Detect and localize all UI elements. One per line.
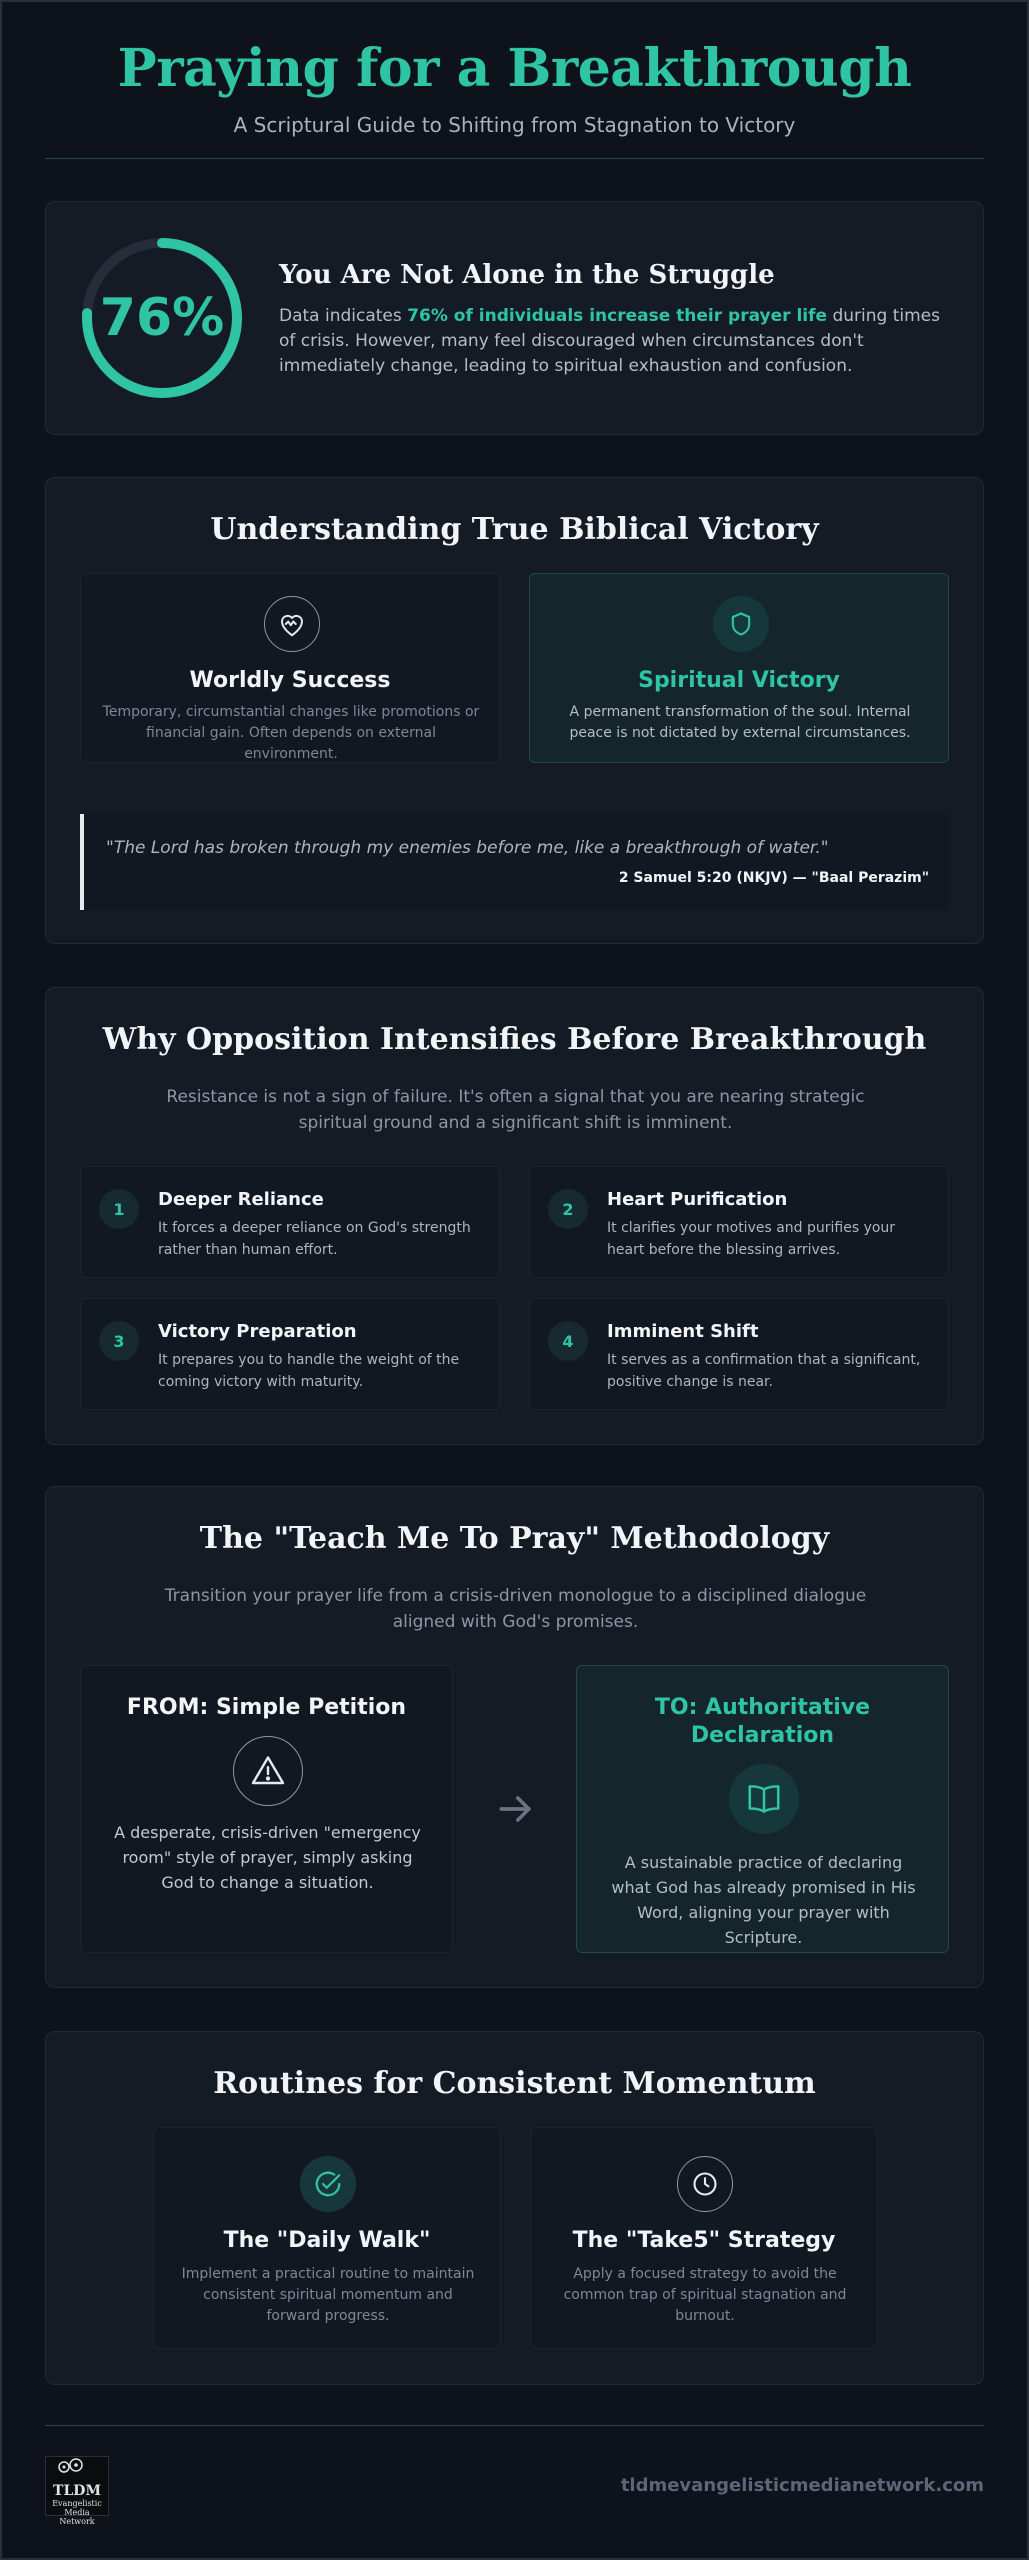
reason-card xyxy=(529,1298,949,1410)
to-text: A sustainable practice of declaring what God has already promised in His Word, aligning your prayer with Scripture. xyxy=(611,1853,916,1947)
victory-section xyxy=(45,477,984,944)
page-header xyxy=(0,38,1029,137)
from-text: A desperate, crisis-driven "emergency room" style of prayer, simply asking God to change a situation. xyxy=(114,1823,421,1892)
reason-heading: Imminent Shift xyxy=(607,1321,759,1342)
quote-bar xyxy=(80,814,84,910)
to-heading: TO: Authoritative Declaration xyxy=(654,1695,871,1748)
daily-walk-text: Implement a practical routine to maintain consistent spiritual momentum and forward progress. xyxy=(181,2266,475,2324)
reason-text: It serves as a confirmation that a significant, positive change is near. xyxy=(607,1352,921,1390)
reason-number: 2 xyxy=(548,1189,588,1229)
reason-text: It clarifies your motives and purifies your heart before the blessing arrives. xyxy=(607,1220,896,1258)
page-subtitle: A Scriptural Guide to Shifting from Stagnation to Victory xyxy=(233,113,796,137)
spiritual-heading: Spiritual Victory xyxy=(638,668,840,693)
opposition-subtitle: Resistance is not a sign of failure. It's often a signal that you are nearing strategic spiritual ground and a significant shift is imminent. xyxy=(166,1087,865,1133)
reason-card xyxy=(80,1298,500,1410)
quote-reference: 2 Samuel 5:20 (NKJV) — "Baal Perazim" xyxy=(618,870,929,886)
victory-title: Understanding True Biblical Victory xyxy=(210,512,819,547)
reason-number: 4 xyxy=(548,1321,588,1361)
reason-text: It forces a deeper reliance on God's strength rather than human effort. xyxy=(158,1220,471,1258)
clock-icon xyxy=(677,2156,733,2212)
methodology-section xyxy=(45,1486,984,1988)
daily-walk-card xyxy=(153,2127,501,2349)
from-petition-card xyxy=(80,1665,453,1953)
opposition-title: Why Opposition Intensifies Before Breakthrough xyxy=(102,1022,927,1057)
check-circle-icon xyxy=(300,2156,356,2212)
opposition-section xyxy=(45,987,984,1445)
stat-card xyxy=(45,201,984,435)
take5-card xyxy=(530,2127,878,2349)
logo-wordmark: TLDM xyxy=(53,2483,101,2499)
brand-logo: TLDM Evangelistic Media Network xyxy=(45,2456,109,2516)
reason-text: It prepares you to handle the weight of the coming victory with maturity. xyxy=(158,1352,460,1390)
methodology-subtitle: Transition your prayer life from a crisis-driven monologue to a disciplined dialogue aligned with God's promises. xyxy=(164,1586,867,1632)
book-icon xyxy=(729,1764,799,1834)
percent-label: 76% xyxy=(99,288,225,348)
from-heading: FROM: Simple Petition xyxy=(126,1695,407,1720)
spiritual-victory-card xyxy=(529,573,949,763)
reason-number: 1 xyxy=(99,1189,139,1229)
header-divider xyxy=(45,158,984,159)
take5-heading: The "Take5" Strategy xyxy=(572,2228,836,2253)
warning-icon xyxy=(233,1736,303,1806)
take5-text: Apply a focused strategy to avoid the common trap of spiritual stagnation and burnout. xyxy=(563,2266,847,2324)
methodology-title: The "Teach Me To Pray" Methodology xyxy=(199,1521,830,1556)
routines-section xyxy=(45,2031,984,2385)
daily-walk-heading: The "Daily Walk" xyxy=(223,2228,431,2253)
film-reel-icon xyxy=(46,2457,108,2481)
worldly-success-card xyxy=(80,573,500,763)
worldly-heading: Worldly Success xyxy=(189,668,391,693)
heart-icon xyxy=(264,596,320,652)
shield-icon xyxy=(713,596,769,652)
page-title: Praying for a Breakthrough xyxy=(117,38,912,99)
footer-url[interactable]: tldmevangelisticmedianetwork.com xyxy=(620,2475,984,2496)
to-declaration-card xyxy=(576,1665,949,1953)
worldly-text: Temporary, circumstantial changes like promotions or financial gain. Often depends on external environment. xyxy=(102,704,480,762)
quote-text: "The Lord has broken through my enemies before me, like a breakthrough of water." xyxy=(106,838,829,858)
reason-number: 3 xyxy=(99,1321,139,1361)
routines-title: Routines for Consistent Momentum xyxy=(213,2066,816,2101)
reason-card xyxy=(80,1166,500,1278)
reason-heading: Victory Preparation xyxy=(158,1321,357,1342)
spiritual-text: A permanent transformation of the soul. Internal peace is not dictated by external circumstances. xyxy=(569,704,911,741)
stat-highlight: 76% of individuals increase their prayer life xyxy=(407,306,828,326)
reason-card xyxy=(529,1166,949,1278)
footer-divider xyxy=(45,2425,984,2426)
stat-heading: You Are Not Alone in the Struggle xyxy=(279,260,775,290)
arrow-right-icon xyxy=(494,1787,538,1831)
reason-heading: Deeper Reliance xyxy=(158,1189,324,1210)
scripture-quote xyxy=(80,814,949,910)
stat-text: Data indicates 76% of individuals increase their prayer life during times of crisis. However, many feel discouraged when circumstances don't immediately change, leading to spiritual exhaustion and confusion. xyxy=(279,306,940,376)
reason-heading: Heart Purification xyxy=(607,1189,788,1210)
